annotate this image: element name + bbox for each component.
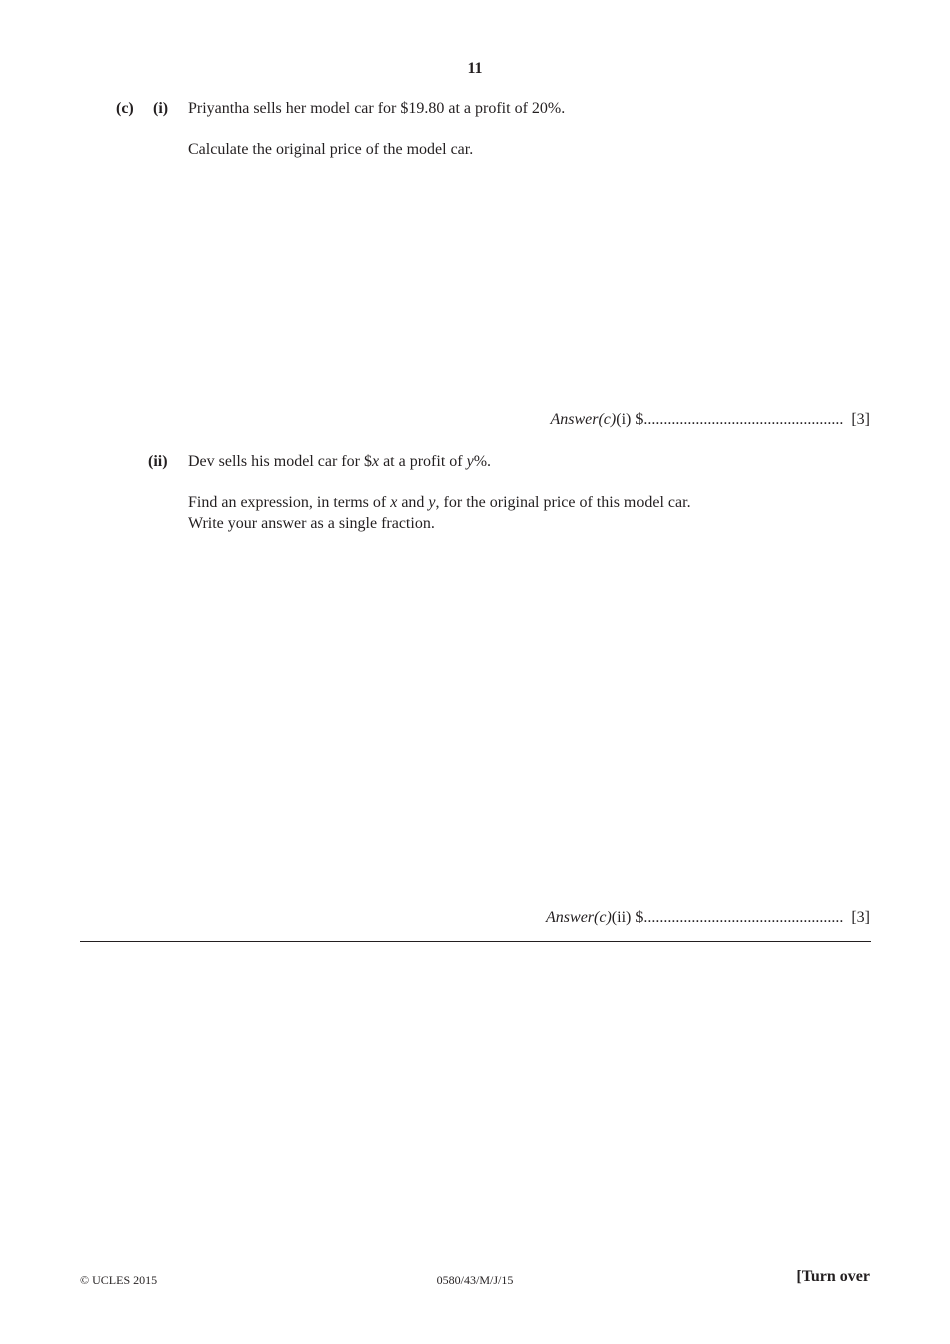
footer-copyright: © UCLES 2015 [80,1273,158,1287]
answer-c-i-dots[interactable]: .................................................. [643,411,844,428]
answer-c-ii-prefix: Answer(c) [546,909,612,926]
answer-c-ii-line[interactable] [546,909,870,927]
answer-c-ii-marks: [3] [851,909,870,926]
question-c-ii-text: Dev sells his model car for $x at a profit of y%. [188,453,492,470]
question-c-ii-fraction-note: Write your answer as a single fraction. [188,515,435,532]
answer-c-i-line[interactable] [550,411,870,429]
question-c-i-text: Priyantha sells her model car for $19.80 at a profit of 20%. [188,100,566,117]
footer-turn-over: [Turn over [796,1268,870,1285]
answer-c-ii-sub: (ii) $ [611,909,644,926]
answer-c-ii-dots[interactable]: .................................................. [643,909,844,926]
answer-c-i-sub: (i) $ [616,411,644,428]
page-number: 11 [467,60,483,77]
question-c-i-instruction: Calculate the original price of the model car. [188,141,474,158]
section-divider [80,941,871,942]
part-c-label: (c) [116,100,134,117]
answer-c-i-prefix: Answer(c) [550,411,617,428]
subpart-i-label: (i) [153,100,169,117]
answer-c-i-marks: [3] [851,411,870,428]
footer-paper-code: 0580/43/M/J/15 [436,1273,514,1287]
subpart-ii-label: (ii) [148,453,168,470]
question-c-ii-instruction: Find an expression, in terms of x and y, for the original price of this model car. [188,494,691,511]
